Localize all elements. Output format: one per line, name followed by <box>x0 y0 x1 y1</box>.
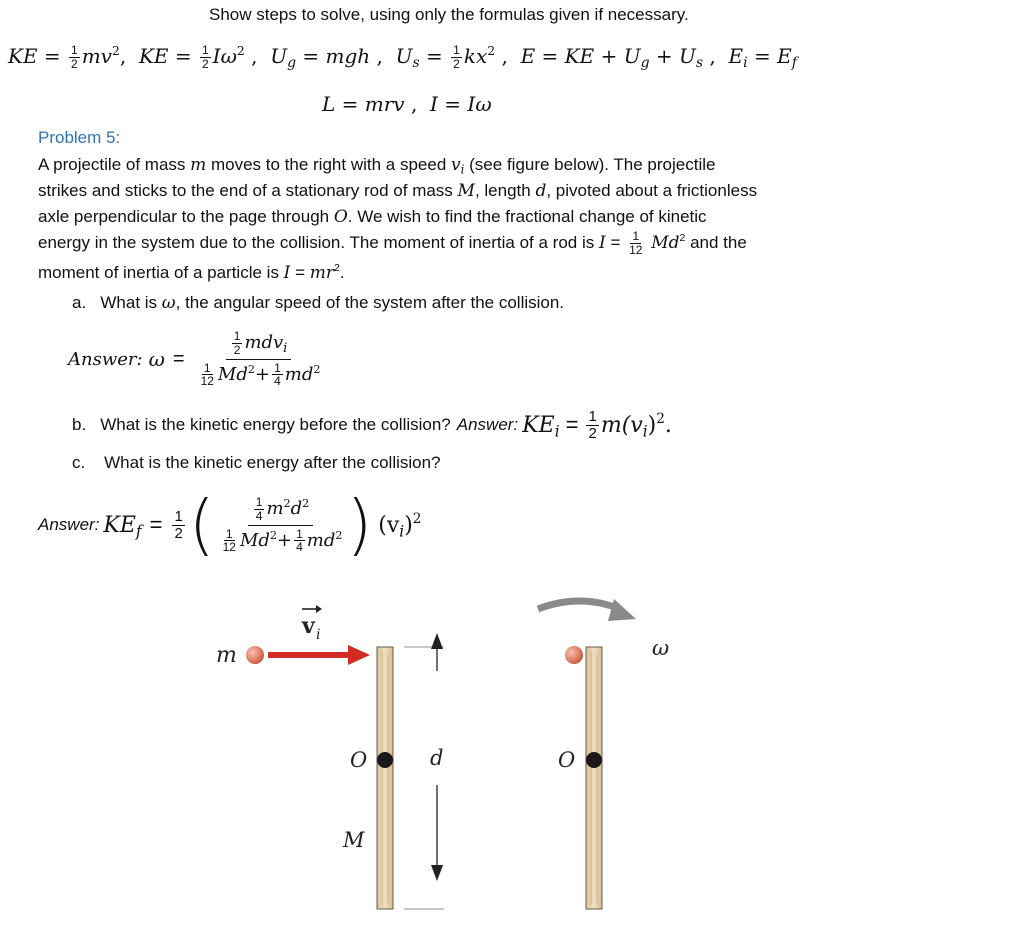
velocity-label <box>301 605 322 643</box>
svg-text:i: i <box>316 627 321 643</box>
omega-label: ω <box>652 636 670 660</box>
angular-momentum-formula: L = mrv <box>322 92 405 116</box>
gravity-energy-formula: $U_g$ = mgh <box>270 44 371 72</box>
spring-energy-formula: $U_s$ = $\frac{1}{2}$ $kx^2$ <box>395 42 496 72</box>
pivot-label-right: O <box>558 748 576 772</box>
statement-line: energy in the system due to the collision. The moment of inertia of a rod is I = $\frac{1}{12}$ Md$^2$ and the <box>38 229 747 258</box>
energy-conservation-formula: $E_i = E_f$ <box>728 44 797 72</box>
formula-line-1: KE = $\frac{1}{2}$ $mv^2$, KE = $\frac{1}{2}$ $I\omega^2$ , $U_g$ = mgh , $U_s$ = $\frac{1}{2}$ $kx^2$ , E = KE + $U_g + U_s$ , $E_i = E_f$ <box>8 42 797 72</box>
part-a-answer: Answer: ω = $\frac{1}{2}$ mdv$_i$ $\frac{1}{12}$ $Md^2+$ $\frac{1}{4}$ $md^2$ <box>68 329 321 389</box>
ke-final-fraction: $\frac{1}{4}$ $m^2d^2$ $\frac{1}{12}$ $Md^2+$ $\frac{1}{4}$ $md^2$ <box>222 495 343 555</box>
rod-right <box>586 647 602 909</box>
collision-figure <box>200 585 720 915</box>
statement-line: axle perpendicular to the page through O. We wish to find the fractional change of kinetic <box>38 207 707 227</box>
part-b: b. What is the kinetic energy before the collision? Answer: $KE_i$ = $\frac{1}{2}$ $m(v_i)^2$. <box>72 407 672 442</box>
rod-mass-label: M <box>343 828 365 852</box>
angular-impulse-formula: I = Iω <box>430 92 492 116</box>
pivot-right <box>586 752 602 768</box>
projectile-ball <box>246 646 264 664</box>
ke-linear-formula: KE = $\frac{1}{2}$ $mv^2$ <box>8 42 120 71</box>
formula-line-2: L = mrv , I = Iω <box>322 92 492 116</box>
rotation-arrow-head <box>608 599 636 621</box>
svg-text:v: v <box>302 613 315 639</box>
statement-line: A projectile of mass m moves to the right with a speed $v_i$ (see figure below). The projectile <box>38 155 716 177</box>
ke-initial-lhs: $KE_i$ <box>522 412 560 441</box>
ke-rotational-formula: KE = $\frac{1}{2}$ $I\omega^2$ <box>138 42 245 71</box>
part-c-question: c. What is the kinetic energy after the collision? <box>72 453 441 472</box>
total-energy-formula: E = KE + $U_g + U_s$ <box>520 44 704 72</box>
problem-statement <box>38 152 757 286</box>
statement-line: strikes and sticks to the end of a stationary rod of mass M, length d, pivoted about a frictionless <box>38 181 758 201</box>
statement-line: moment of inertia of a particle is $I = mr^2$. <box>38 262 345 283</box>
length-label: d <box>430 746 444 770</box>
pivot-left <box>377 752 393 768</box>
rotation-arrow <box>538 601 620 609</box>
length-dimension <box>404 633 444 909</box>
part-a-question: a. What is ω, the angular speed of the system after the collision. <box>72 293 565 313</box>
rod-left <box>377 647 393 909</box>
part-c-answer: Answer: $KE_f$ = $\frac{1}{2}$ ( $\frac{1}{4}$ $m^2d^2$ $\frac{1}{12}$ $Md^2+$ $\frac{1}{4}$ $md^2$ ) $(v_i)^2$ <box>38 486 422 563</box>
velocity-arrow-head <box>348 645 370 665</box>
instruction-text: Show steps to solve, using only the formulas given if necessary. <box>209 5 689 24</box>
stuck-ball <box>565 646 583 664</box>
pivot-label-left: O <box>350 748 368 772</box>
omega-fraction: $\frac{1}{2}$ mdv$_i$ $\frac{1}{12}$ $Md^2+$ $\frac{1}{4}$ $md^2$ <box>200 329 321 389</box>
problem-label: Problem 5: <box>38 128 121 147</box>
mass-label: m <box>216 643 237 668</box>
